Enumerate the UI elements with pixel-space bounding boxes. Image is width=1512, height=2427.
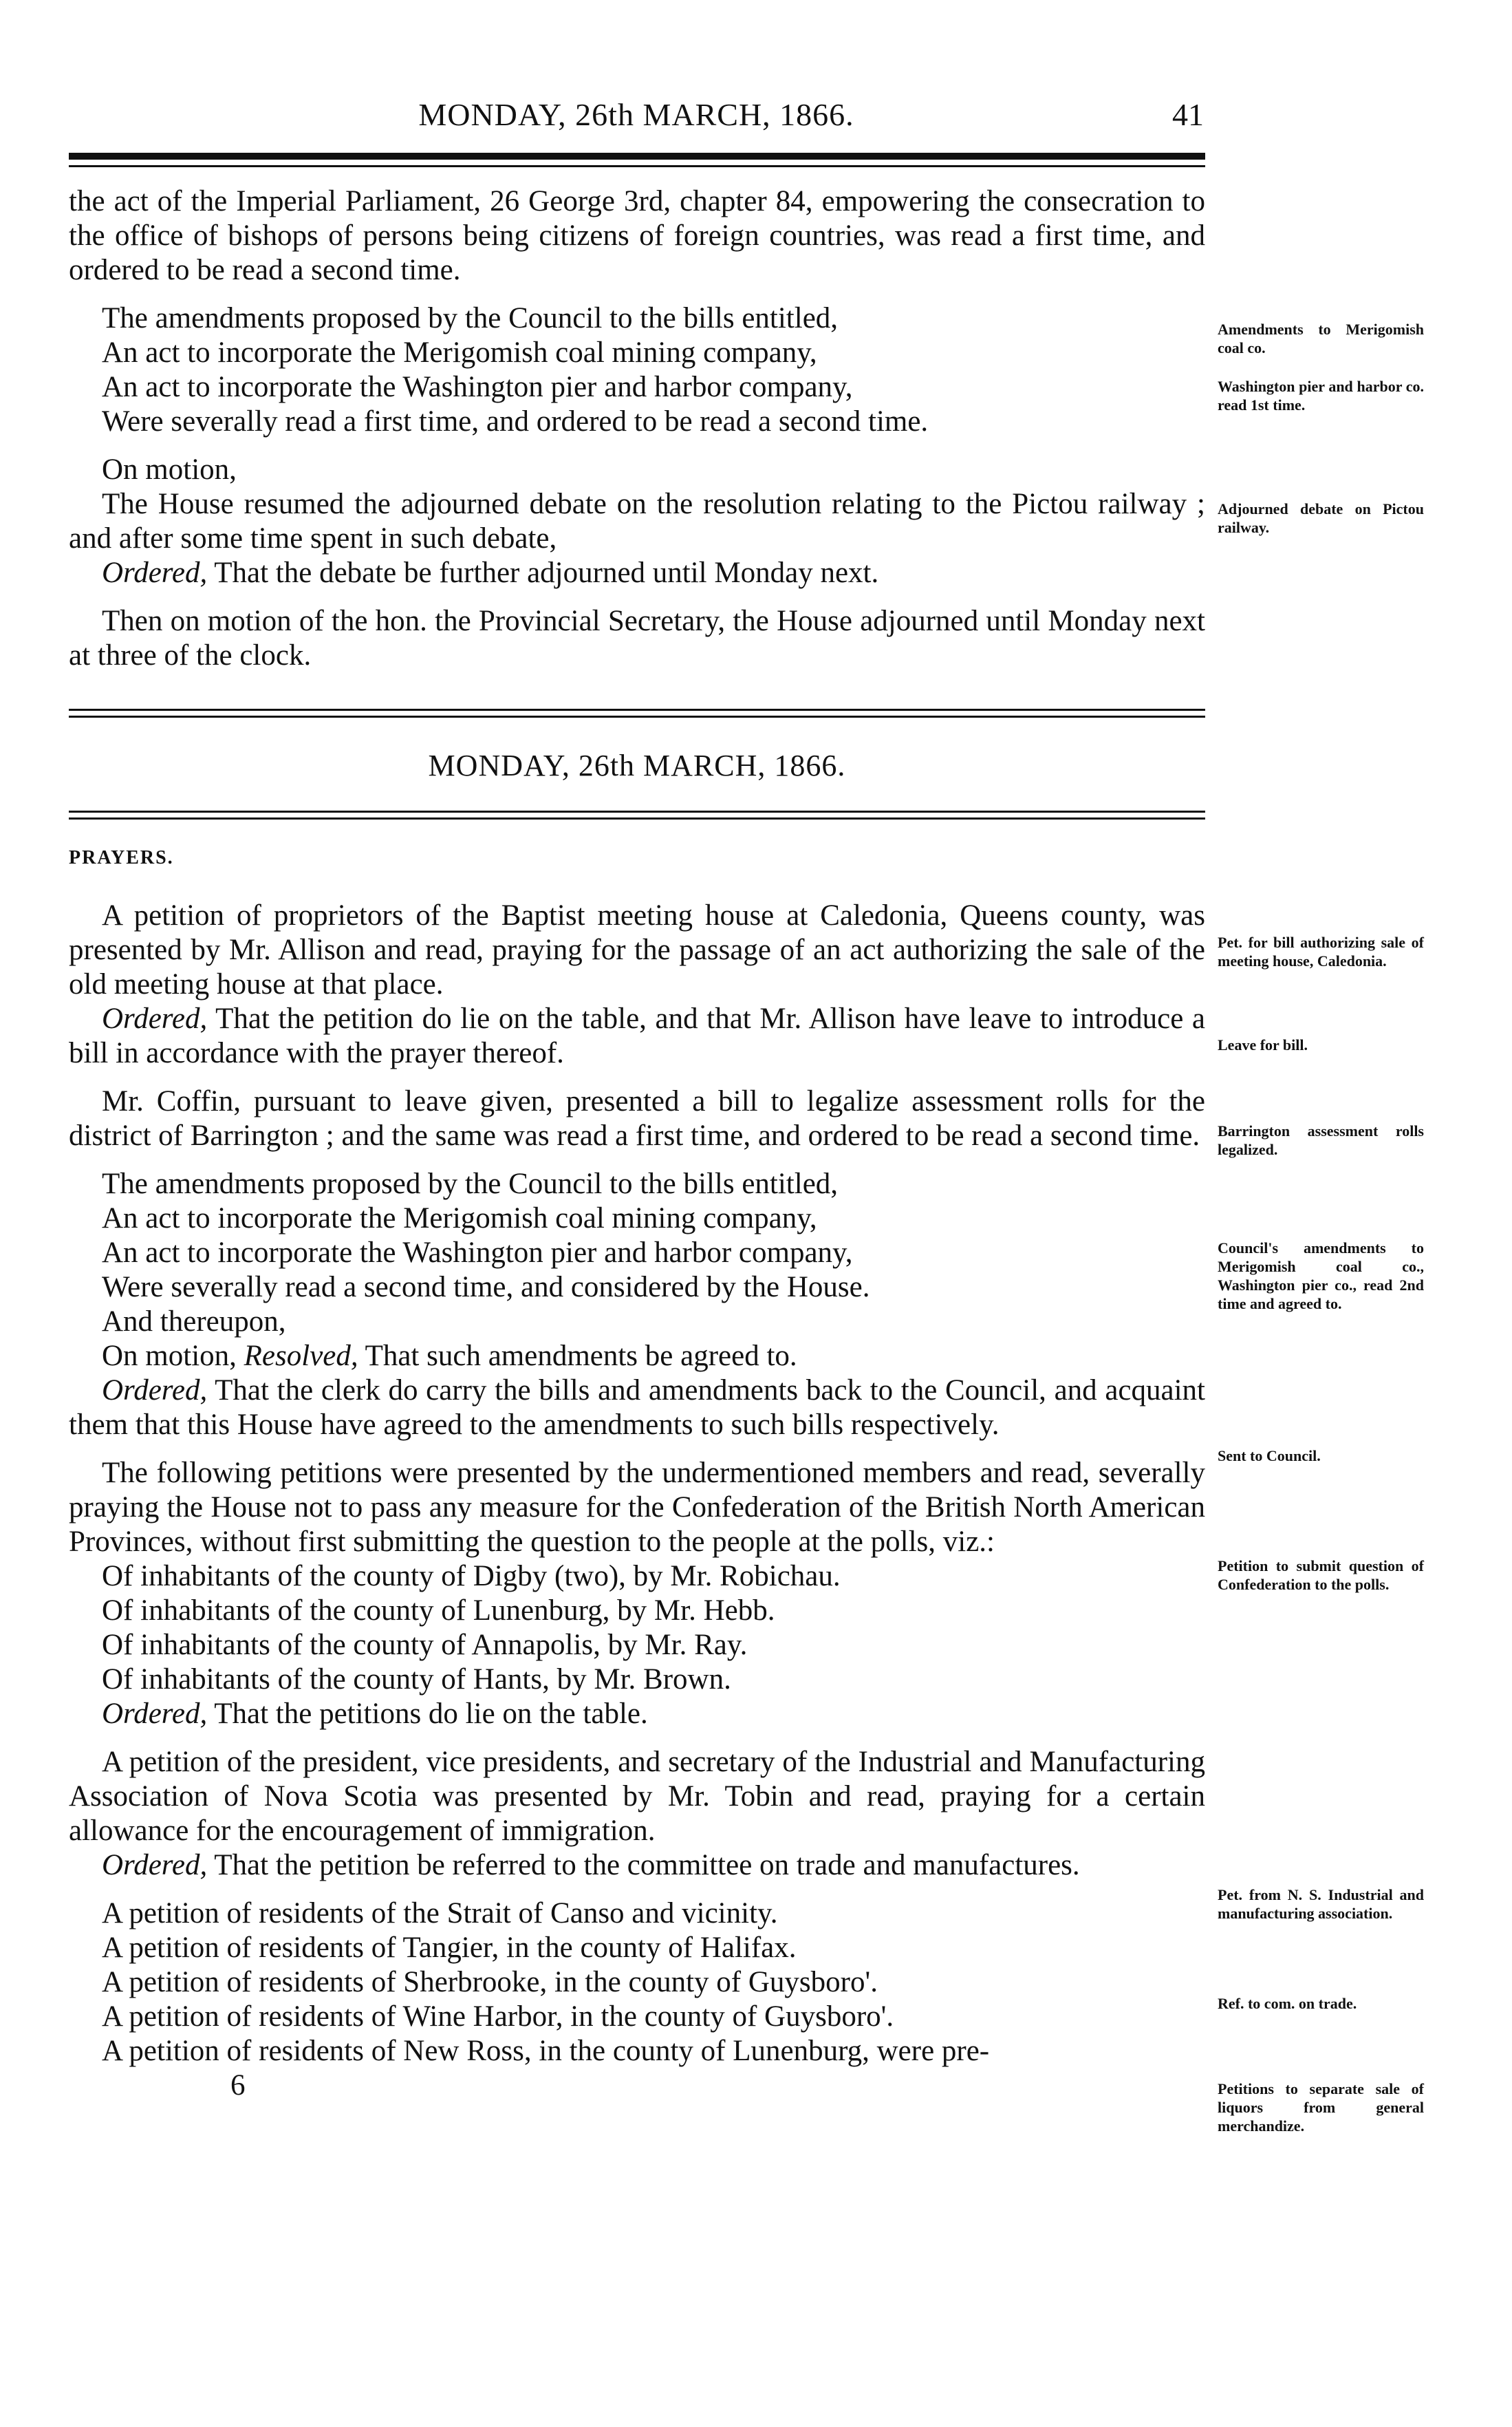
text-line: An act to incorporate the Merigomish coal mining company, [102, 1202, 817, 1234]
page-number: 41 [1172, 97, 1204, 132]
paragraph-council-amendments [69, 1167, 1205, 1442]
ordered-label: Ordered, [102, 557, 208, 589]
paragraph-consecration: the act of the Imperial Parliament, 26 George 3rd, chapter 84, empowering the consecration to the office of bishops of persons being citizens of foreign countries, was read a first time, and ordered to be read a second time. [69, 185, 1205, 286]
resolved-label: Resolved, [244, 1340, 358, 1372]
text-line: A petition of residents of the Strait of Canso and vicinity. [102, 1897, 778, 1929]
text-line: A petition of the president, vice presidents, and secretary of the Industrial and Manufacturing Association of Nova Scotia was presented by Mr. Tobin and read, praying for a certain allowance for the encouragement of immigration. [69, 1746, 1205, 1847]
ordered-label: Ordered, [102, 1374, 208, 1407]
text-line: An act to incorporate the Washington pier and harbor company, [102, 371, 853, 403]
paragraph-leave-bill [69, 1002, 1205, 1071]
ordered-text: That the petitions do lie on the table. [207, 1698, 648, 1730]
page-header [69, 96, 1204, 145]
ordered-text: That the clerk do carry the bills and amendments back to the Council, and acquaint them that this House have agreed to the amendments to such bills respectively. [69, 1374, 1205, 1441]
text-line: A petition of residents of New Ross, in the county of Lunenburg, were pre- [102, 2035, 990, 2067]
resolved-text: That such amendments be agreed to. [358, 1340, 797, 1372]
paragraph-barrington: Mr. Coffin, pursuant to leave given, presented a bill to legalize assessment rolls for the district of Barrington ; and the same was read a first time, and ordered to be read a second time. [69, 1085, 1205, 1152]
ordered-text: That the petition be referred to the committee on trade and manufactures. [207, 1849, 1080, 1881]
margin-note-leave: Leave for bill. [1218, 1036, 1308, 1054]
page-title: MONDAY, 26th MARCH, 1866. [418, 97, 854, 132]
text-line: Of inhabitants of the county of Annapolis, by Mr. Ray. [102, 1629, 748, 1661]
text-line: Of inhabitants of the county of Lunenburg, by Mr. Hebb. [102, 1594, 775, 1627]
margin-note-caledonia: Pet. for bill authorizing sale of meeting house, Caledonia. [1218, 934, 1424, 970]
margin-note-liquors: Petitions to separate sale of liquors from general merchandize. [1218, 2080, 1424, 2135]
divider-rule [69, 716, 1205, 718]
margin-note-sent-council: Sent to Council. [1218, 1447, 1321, 1464]
divider-rule [69, 817, 1205, 820]
margin-note-washington: Washington pier and harbor co. read 1st time. [1218, 378, 1424, 414]
margin-note-industrial: Pet. from N. S. Industrial and manufacturing association. [1218, 1886, 1424, 1922]
text-line [69, 1339, 1205, 1373]
margin-note-council-amendments: Council's amendments to Merigomish coal co., Washington pier co., read 2nd time and agreed to. [1218, 1239, 1424, 1312]
margin-note-trade: Ref. to com. on trade. [1218, 1995, 1357, 2012]
paragraph-pictou-debate [69, 453, 1205, 590]
text-line: Were severally read a first time, and ordered to be read a second time. [102, 405, 929, 438]
text-line: An act to incorporate the Washington pier and harbor company, [102, 1237, 853, 1269]
text-line: The amendments proposed by the Council to the bills entitled, [102, 302, 839, 334]
text-line: And thereupon, [102, 1305, 286, 1338]
margin-note-pictou: Adjourned debate on Pictou railway. [1218, 500, 1424, 536]
paragraph-confederation-petitions [69, 1456, 1205, 1731]
text-line: The following petitions were presented by the undermentioned members and read, severally praying the House not to pass any measure for the Confederation of the British North American Provinces, without first submitting the question to the people at the polls, viz.: [69, 1457, 1205, 1558]
section-title: MONDAY, 26th MARCH, 1866. [428, 749, 846, 782]
text-line [69, 556, 1205, 590]
text-line: A petition of residents of Sherbrooke, in the county of Guysboro'. [102, 1966, 878, 1998]
text-line: Were severally read a second time, and considered by the House. [102, 1271, 870, 1303]
text-line: Of inhabitants of the county of Hants, by Mr. Brown. [102, 1663, 731, 1696]
text-line [69, 1697, 1205, 1731]
text-line [69, 1373, 1205, 1442]
text-line: A petition of residents of Tangier, in the county of Halifax. [102, 1932, 797, 1964]
text-line: The amendments proposed by the Council to the bills entitled, [102, 1168, 839, 1200]
paragraph-amendments-first [69, 301, 1205, 439]
ordered-text: That the petition do lie on the table, and that Mr. Allison have leave to introduce a bill in accordance with the prayer thereof. [69, 1003, 1205, 1069]
text-line: Of inhabitants of the county of Digby (two), by Mr. Robichau. [102, 1560, 841, 1592]
page-body [69, 184, 1205, 2103]
motion-text: On motion, [102, 1340, 244, 1372]
paragraph-baptist-petition: A petition of proprietors of the Baptist meeting house at Caledonia, Queens county, was presented by Mr. Allison and read, praying for the passage of an act authorizing the sale of the old meeting house at that place. [69, 899, 1205, 1001]
ordered-label: Ordered, [102, 1698, 208, 1730]
text-line [69, 1848, 1205, 1883]
paragraph-liquor-petitions [69, 1896, 1205, 2068]
text-line: The House resumed the adjourned debate on the resolution relating to the Pictou railway ; and after some time spent in such debate, [69, 488, 1205, 555]
ordered-label: Ordered, [102, 1003, 208, 1035]
ordered-text: That the debate be further adjourned until Monday next. [207, 557, 879, 589]
divider-rule [69, 709, 1205, 711]
signature-mark: 6 [230, 2069, 246, 2102]
text-line: A petition of residents of Wine Harbor, in the county of Guysboro'. [102, 2000, 894, 2033]
header-rule-thick [69, 153, 1205, 160]
ordered-label: Ordered, [102, 1849, 208, 1881]
paragraph-adjournment: Then on motion of the hon. the Provincial Secretary, the House adjourned until Monday next at three of the clock. [69, 605, 1205, 672]
section-divider-bottom [69, 784, 1205, 834]
header-rule-thin [69, 165, 1205, 167]
text-line: An act to incorporate the Merigomish coal mining company, [102, 336, 817, 369]
divider-rule [69, 811, 1205, 813]
prayers-label: PRAYERS. [69, 847, 174, 868]
margin-note-confederation: Petition to submit question of Confederation to the polls. [1218, 1557, 1424, 1593]
paragraph-industrial-association [69, 1745, 1205, 1883]
section-divider [69, 709, 1205, 784]
margin-note-barrington: Barrington assessment rolls legalized. [1218, 1122, 1424, 1158]
text-line: On motion, [102, 453, 237, 486]
margin-note-merigomish: Amendments to Merigomish coal co. [1218, 321, 1424, 356]
